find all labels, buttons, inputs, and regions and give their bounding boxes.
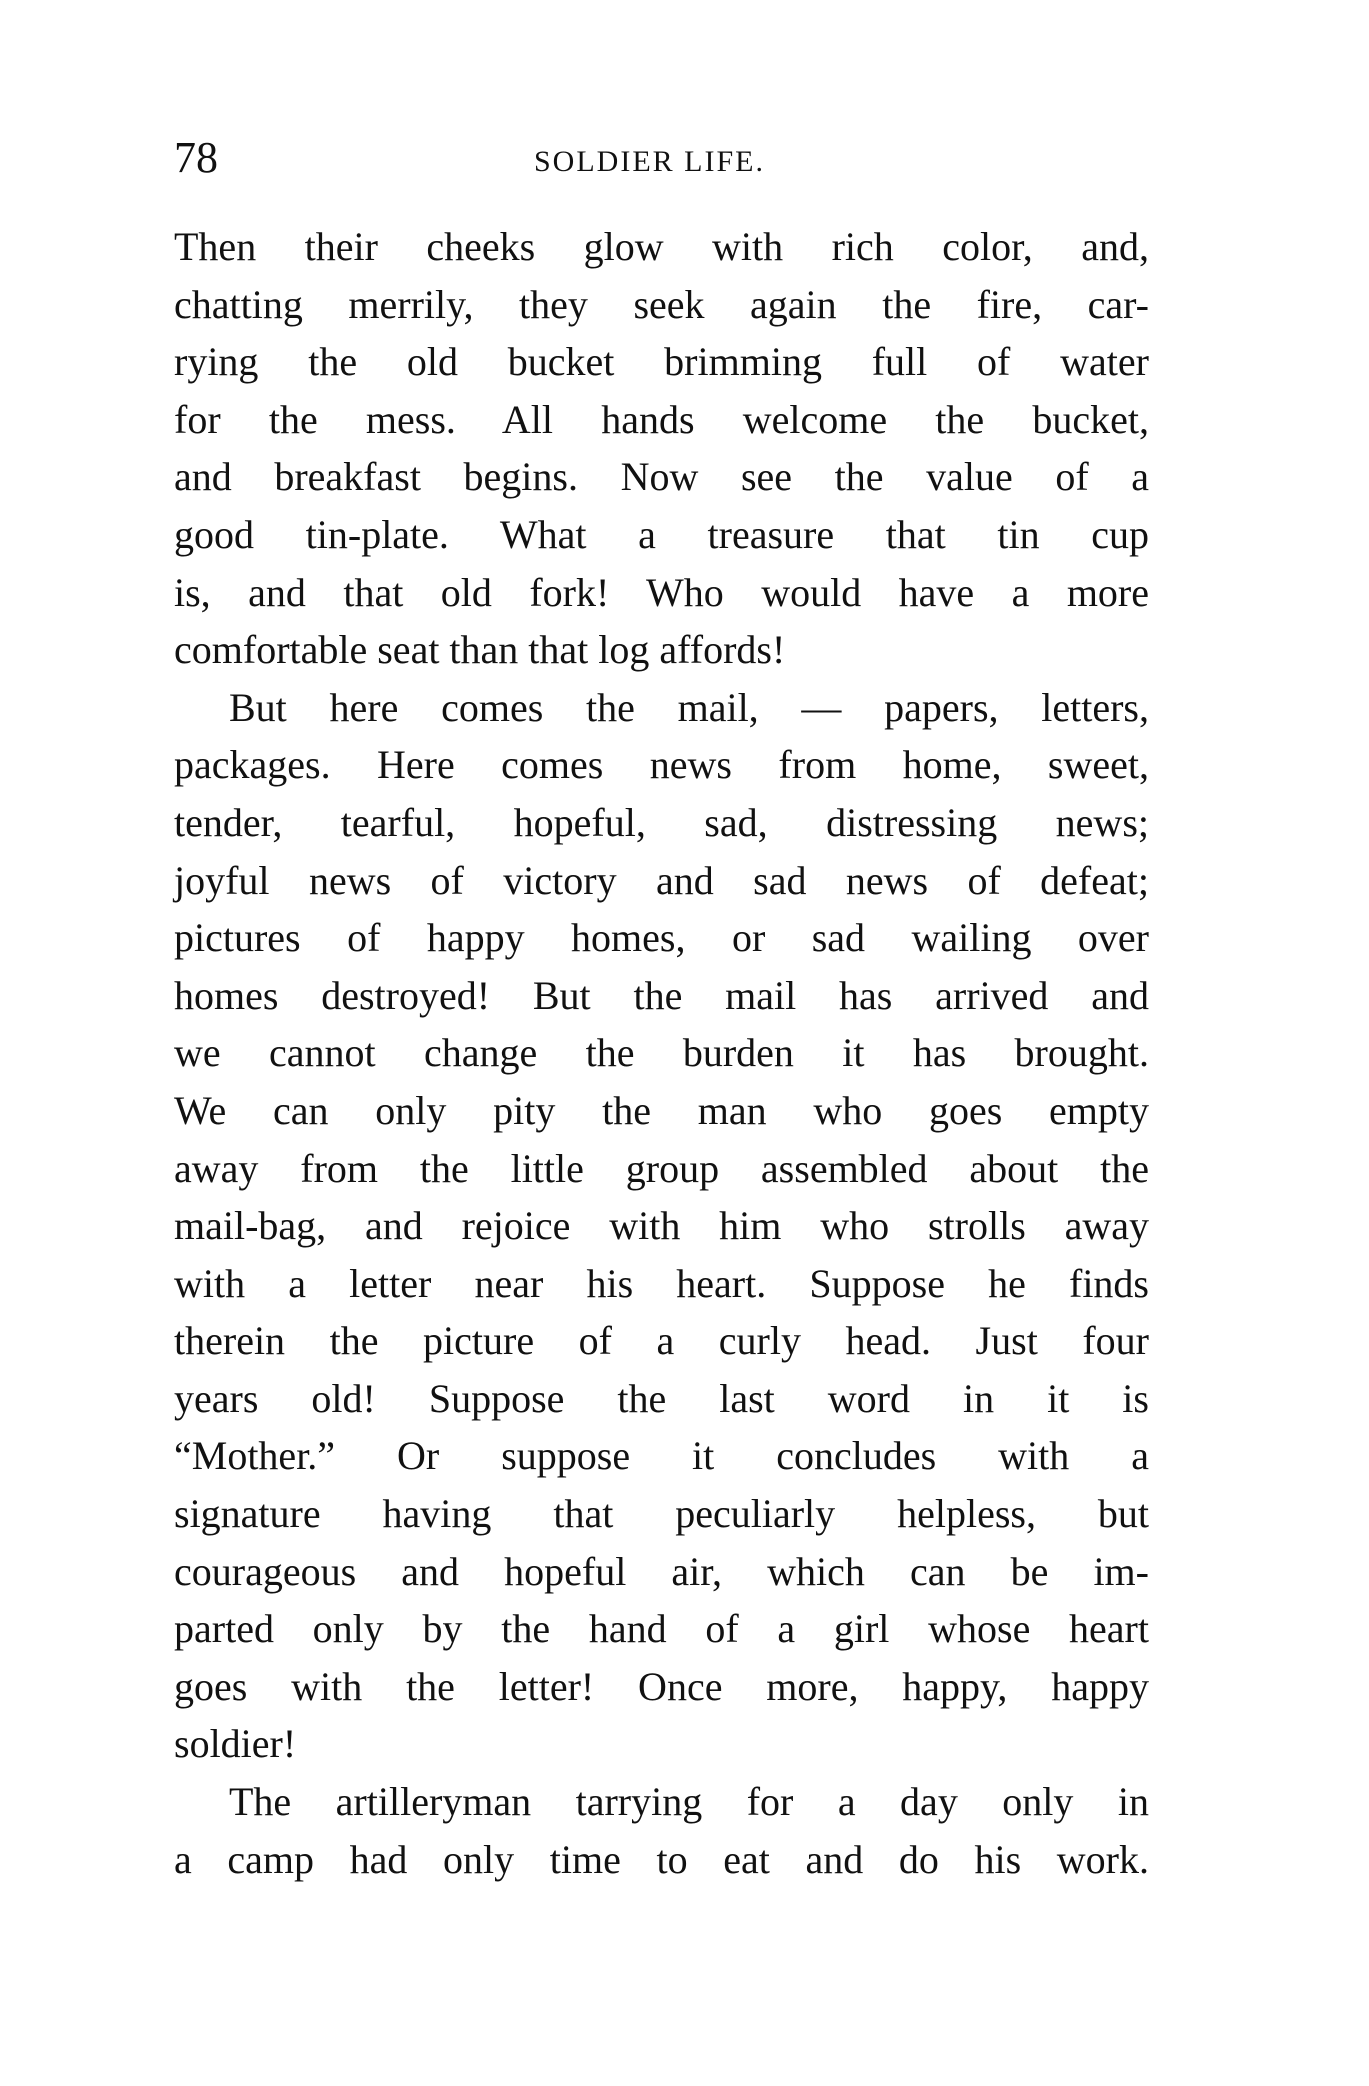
text-line: parted only by the hand of a girl whose heart <box>174 1606 1149 1652</box>
text-line: years old! Suppose the last word in it is <box>174 1375 1149 1421</box>
text-line: joyful news of victory and sad news of defeat; <box>174 857 1149 903</box>
paragraph-end-line: comfortable seat than that log affords! <box>174 627 786 673</box>
text-line: tender, tearful, hopeful, sad, distressing news; <box>174 799 1149 845</box>
text-line: a camp had only time to eat and do his work. <box>174 1836 1149 1882</box>
text-line: for the mess. All hands welcome the bucket, <box>174 396 1149 442</box>
paragraph-end-line: soldier! <box>174 1721 297 1767</box>
text-line: with a letter near his heart. Suppose he finds <box>174 1260 1149 1306</box>
running-title: SOLDIER LIFE. <box>534 145 765 178</box>
paragraph-start-line: The artilleryman tarrying for a day only in <box>229 1779 1149 1825</box>
body-text <box>174 218 1149 1888</box>
text-line: we cannot change the burden it has brought. <box>174 1030 1149 1076</box>
text-line: courageous and hopeful air, which can be im- <box>174 1548 1149 1594</box>
text-line: homes destroyed! But the mail has arrived and <box>174 972 1149 1018</box>
text-line: signature having that peculiarly helpless, but <box>174 1491 1149 1537</box>
text-line: rying the old bucket brimming full of water <box>174 339 1149 385</box>
text-line: chatting merrily, they seek again the fire, car- <box>174 281 1149 327</box>
text-line: mail-bag, and rejoice with him who strolls away <box>174 1203 1149 1249</box>
text-line: packages. Here comes news from home, sweet, <box>174 742 1149 788</box>
text-line: away from the little group assembled about the <box>174 1145 1149 1191</box>
text-line: and breakfast begins. Now see the value of a <box>174 454 1149 500</box>
text-line: pictures of happy homes, or sad wailing over <box>174 915 1149 961</box>
text-line: is, and that old fork! Who would have a more <box>174 569 1149 615</box>
paragraph-start-line: But here comes the mail, — papers, letters, <box>229 684 1149 730</box>
text-line: We can only pity the man who goes empty <box>174 1087 1149 1133</box>
text-line: goes with the letter! Once more, happy, happy <box>174 1663 1149 1709</box>
text-line: Then their cheeks glow with rich color, and, <box>174 224 1149 269</box>
text-line: therein the picture of a curly head. Just four <box>174 1318 1149 1364</box>
text-line: good tin-plate. What a treasure that tin cup <box>174 511 1149 557</box>
running-head <box>174 128 1174 188</box>
text-line: “Mother.” Or suppose it concludes with a <box>174 1433 1149 1479</box>
page-number: 78 <box>174 133 218 182</box>
